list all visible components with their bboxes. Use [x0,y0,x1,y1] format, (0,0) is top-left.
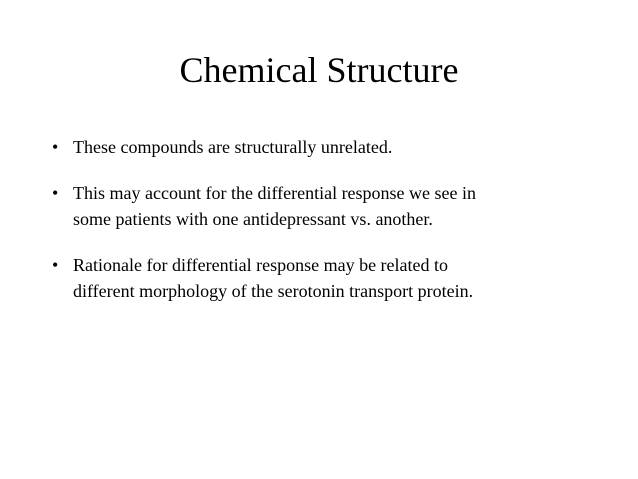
bullet-marker: • [52,183,59,203]
bullet-item [50,180,610,232]
slide-title: Chemical Structure [179,50,459,90]
bullet-text-line: This may account for the differential response we see in [73,183,477,203]
bullet-text-line: These compounds are structurally unrelated. [73,137,393,157]
bullet-item [50,134,610,160]
bullet-list [50,134,610,324]
bullet-item [50,252,610,304]
bullet-text-line: some patients with one antidepressant vs. another. [73,209,433,229]
bullet-text-line: different morphology of the serotonin transport protein. [73,281,474,301]
bullet-marker: • [52,255,59,275]
bullet-text-line: Rationale for differential response may be related to [73,255,449,275]
bullet-marker: • [52,137,59,157]
